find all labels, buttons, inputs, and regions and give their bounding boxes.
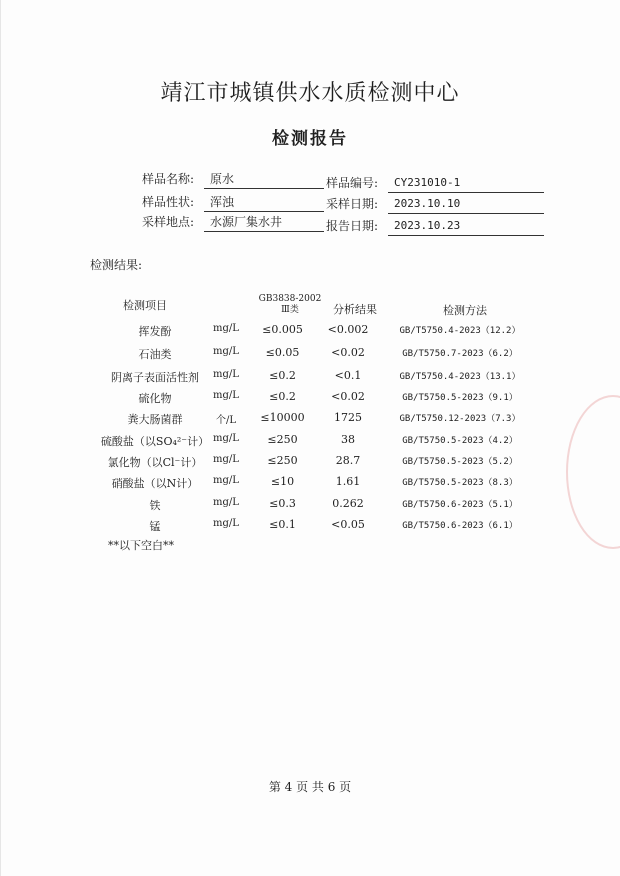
sampling-date-field: [326, 195, 544, 213]
sample-id-label: 样品编号:: [326, 176, 379, 190]
table-row: [0, 475, 620, 495]
sampling-date-label: 采样日期:: [326, 197, 379, 211]
sample-id-value: CY231010-1: [388, 174, 544, 193]
cell-item: 阴离子表面活性剂: [111, 371, 199, 384]
cell-unit: mg/L: [213, 475, 239, 486]
table-row: [0, 411, 620, 431]
cell-item: 锰: [149, 520, 161, 533]
cell-item: 硫酸盐（以SO₄²⁻计）: [100, 435, 210, 448]
cell-method: GB/T5750.4-2023（12.2）: [399, 326, 521, 336]
cell-limit: ≤0.2: [269, 390, 296, 403]
cell-result: <0.05: [331, 518, 365, 531]
cell-unit: mg/L: [213, 323, 239, 334]
cell-unit: mg/L: [213, 390, 239, 401]
cell-limit: ≤0.05: [265, 346, 300, 359]
cell-limit: ≤250: [267, 433, 298, 446]
sampling-location-value: 水源厂集水井: [204, 213, 324, 232]
table-row: [0, 454, 620, 474]
header-standard-class: Ⅲ类: [281, 305, 299, 315]
blank-below-note: **以下空白**: [108, 539, 174, 552]
sample-appearance-value: 浑浊: [204, 193, 324, 212]
cell-unit: mg/L: [213, 433, 239, 444]
cell-limit: ≤0.3: [269, 497, 296, 510]
cell-unit: mg/L: [213, 518, 239, 529]
table-row: [0, 497, 620, 517]
cell-limit: ≤10: [270, 475, 295, 488]
report-date-field: [326, 217, 544, 235]
cell-unit: mg/L: [213, 346, 239, 357]
cell-method: GB/T5750.12-2023（7.3）: [399, 414, 521, 424]
sampling-location-label: 采样地点:: [142, 215, 195, 229]
cell-method: GB/T5750.5-2023（9.1）: [402, 393, 518, 403]
cell-unit: 个/L: [215, 415, 236, 426]
cell-method: GB/T5750.7-2023（6.2）: [402, 349, 518, 359]
header-item: 检测项目: [123, 299, 167, 312]
header-standard-code: GB3838-2002: [258, 294, 322, 304]
cell-result: 38: [341, 433, 355, 446]
cell-item: 氯化物（以Cl⁻计）: [107, 456, 203, 469]
table-row: [0, 369, 620, 389]
cell-method: GB/T5750.5-2023（8.3）: [402, 478, 518, 488]
table-row: [0, 390, 620, 410]
sampling-location-field: [142, 213, 324, 231]
header-method: 检测方法: [443, 304, 487, 317]
cell-unit: mg/L: [213, 454, 239, 465]
cell-method: GB/T5750.5-2023（5.2）: [402, 457, 518, 467]
table-row: [0, 323, 620, 343]
sample-name-label: 样品名称:: [142, 172, 195, 186]
cell-item: 硝酸盐（以N计）: [111, 477, 199, 490]
cell-limit: ≤0.2: [269, 369, 296, 382]
cell-result: <0.02: [331, 390, 365, 403]
cell-method: GB/T5750.6-2023（5.1）: [402, 500, 518, 510]
cell-limit: ≤0.1: [269, 518, 296, 531]
cell-result: <0.002: [327, 323, 369, 336]
cell-unit: mg/L: [213, 369, 239, 380]
cell-result: 28.7: [335, 454, 361, 467]
cell-method: GB/T5750.6-2023（6.1）: [402, 521, 518, 531]
cell-limit: ≤10000: [260, 411, 305, 424]
sample-appearance-field: [142, 193, 324, 211]
cell-item: 硫化物: [138, 392, 172, 405]
sample-name-field: [142, 170, 324, 188]
cell-result: <0.1: [334, 369, 362, 382]
table-row: [0, 518, 620, 538]
sampling-date-value: 2023.10.10: [388, 195, 544, 214]
sample-appearance-label: 样品性状:: [142, 195, 195, 209]
header-result: 分析结果: [333, 303, 377, 316]
cell-result: <0.02: [331, 346, 365, 359]
report-date-value: 2023.10.23: [388, 217, 544, 236]
cell-item: 石油类: [138, 348, 172, 361]
header-standard: [250, 294, 330, 316]
report-date-label: 报告日期:: [326, 219, 379, 233]
cell-item: 挥发酚: [138, 325, 172, 338]
page-number: 第 4 页 共 6 页: [268, 780, 352, 794]
cell-unit: mg/L: [213, 497, 239, 508]
organization-title: 靖江市城镇供水水质检测中心: [160, 81, 460, 106]
table-row: [0, 433, 620, 453]
cell-result: 1.61: [335, 475, 361, 488]
cell-item: 粪大肠菌群: [127, 413, 183, 426]
table-row: [0, 346, 620, 366]
sample-id-field: [326, 174, 544, 192]
cell-item: 铁: [149, 499, 161, 512]
results-section-label: 检测结果:: [90, 258, 143, 272]
sample-name-value: 原水: [204, 170, 324, 189]
cell-limit: ≤250: [267, 454, 298, 467]
report-title: 检测报告: [272, 129, 348, 149]
cell-result: 1725: [334, 411, 362, 424]
cell-method: GB/T5750.5-2023（4.2）: [402, 436, 518, 446]
cell-result: 0.262: [332, 497, 364, 510]
cell-method: GB/T5750.4-2023（13.1）: [399, 372, 521, 382]
cell-limit: ≤0.005: [262, 323, 303, 336]
